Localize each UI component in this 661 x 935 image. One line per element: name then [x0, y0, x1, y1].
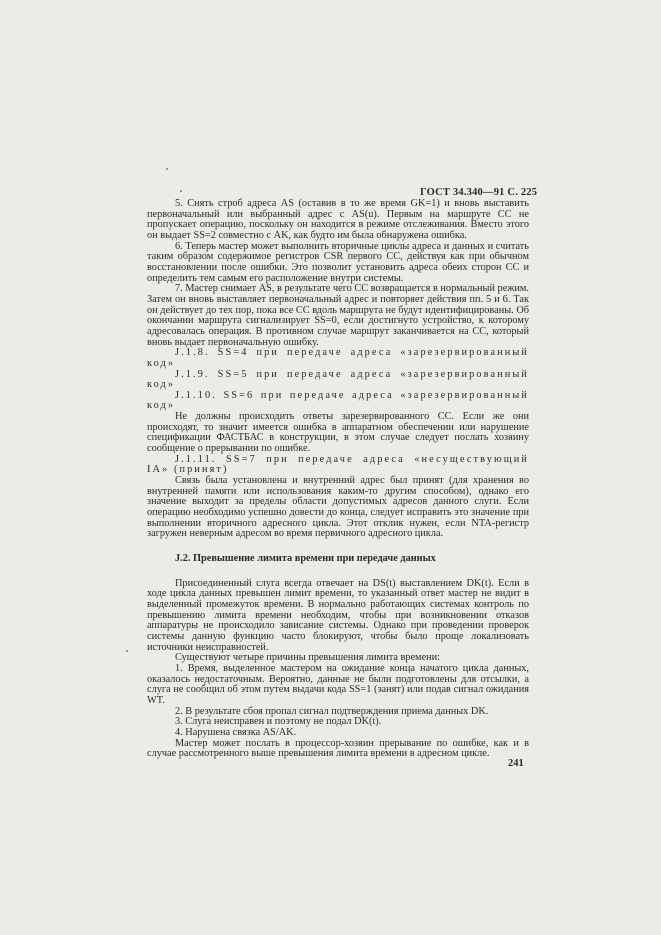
- list-item-reason-4: 4. Нарушена связка AS/AK.: [175, 726, 297, 738]
- list-item-reason-3: 3. Слуга неисправен и поэтому не подал DK(t).: [175, 716, 382, 728]
- scan-speck: [180, 190, 182, 192]
- list-item-reason-1: 1. Время, выделенное мастером на ожидание конца начатого цикла данных, оказалось недостаточным. Вероятно, данные не были подготовлены для отсылки, а слуга не сообщил об этом путем выдачи кода SS=1 (занят) или подав сигнал ожидания WT.: [147, 662, 529, 706]
- clause-j-1-11: J.1.11. SS=7 при передаче адреса «несуществующий IA» (принят): [147, 453, 529, 476]
- paragraph-step-6: 6. Теперь мастер может выполнить вторичные циклы адреса и данных и считать таким образом содержимое регистров CSR первого CC, действуя как при обычном восстановлении после ошибки. Это позволит установить адреса обеих сторон CC и определить тем самым его расположение внутри системы.: [147, 240, 529, 284]
- paragraph-internal-address: Связь была установлена и внутренний адрес был принят (для хранения во внутренней памяти или использования каким-то другим способом), однако его значение выходит за пределы области допустимых адресов данного слуги. Если операцию необходимо успешно довести до конца, следует исправить это значение при выполнении вторичного адресного цикла. Этот отклик нужен, если NTA-регистр загружен неверным адресом во время первичного адресного цикла.: [147, 475, 529, 540]
- running-header: ГОСТ 34.340—91 С. 225: [420, 187, 538, 198]
- page-number: 241: [508, 758, 524, 769]
- paragraph-timeout-intro: Присоединенный слуга всегда отвечает на DS(t) выставлением DK(t). Если в ходе цикла данных превышен лимит времени, то указанный ответ мастер не видит в выделенный промежуток времени. В нормально работающих системах контроль по превышению лимита времени необходим, чтобы при возникновении отказов аппаратуры не происходило зависание системы. Однако при проведении проверок системы данную функцию часто блокируют, чтобы было проще локализовать источники неисправностей.: [147, 577, 529, 653]
- scan-speck: [166, 168, 168, 170]
- clause-j-1-9: J.1.9. SS=5 при передаче адреса «зарезервированный код»: [147, 368, 529, 391]
- paragraph-four-reasons: Существуют четыре причины превышения лимита времени:: [175, 652, 441, 664]
- list-item-reason-2: 2. В результате сбоя пропал сигнал подтверждения приема данных DK.: [175, 705, 489, 717]
- body-text: [147, 199, 529, 760]
- section-heading: J.2. Превышение лимита времени при передаче данных: [175, 553, 436, 564]
- clause-j-1-8: J.1.8. SS=4 при передаче адреса «зарезервированный код»: [147, 347, 529, 369]
- paragraph-step-7: 7. Мастер снимает AS, в результате чего CC возвращается в нормальный режим. Затем он вновь выставляет первоначальный адрес и повторяет действия пп. 5 и 6. Так он действует до тех пор, пока все CC вдоль маршрута не будут идентифицированы. Об окончании маршрута сигнализирует SS=0, если достигнуто устройство, к которому адресовалась операция. В противном случае маршрут заканчивается на CC, который вновь выдает первоначальную ошибку.: [147, 283, 529, 348]
- paragraph-step-5: 5. Снять строб адреса AS (оставив в то же время GK=1) и вновь выставить первоначальный или выбранный адрес с AS(u). Первым на маршруте CC не пропускает операцию, поскольку он находится в режиме отслеживания. Вместо этого он выдает SS=2 совместно с AK, как будто им была обнаружена ошибка.: [147, 198, 529, 241]
- paragraph-reserved-cc: Не должны происходить ответы зарезервированного CC. Если же они происходят, то значит имеется ошибка в аппаратном обеспечении или нарушение спецификации ФАСТБАС в конструкции, в этом случае следует послать хозяину сообщение о прерывании по ошибке.: [147, 411, 529, 455]
- scan-speck: [126, 650, 128, 652]
- clause-j-1-10: J.1.10. SS=6 при передаче адреса «зарезервированный код»: [147, 389, 529, 412]
- paragraph-master-interrupt: Мастер может послать в процессор-хозяин прерывание по ошибке, как и в случае рассмотренного выше превышения лимита времени в адресном цикле.: [147, 737, 529, 760]
